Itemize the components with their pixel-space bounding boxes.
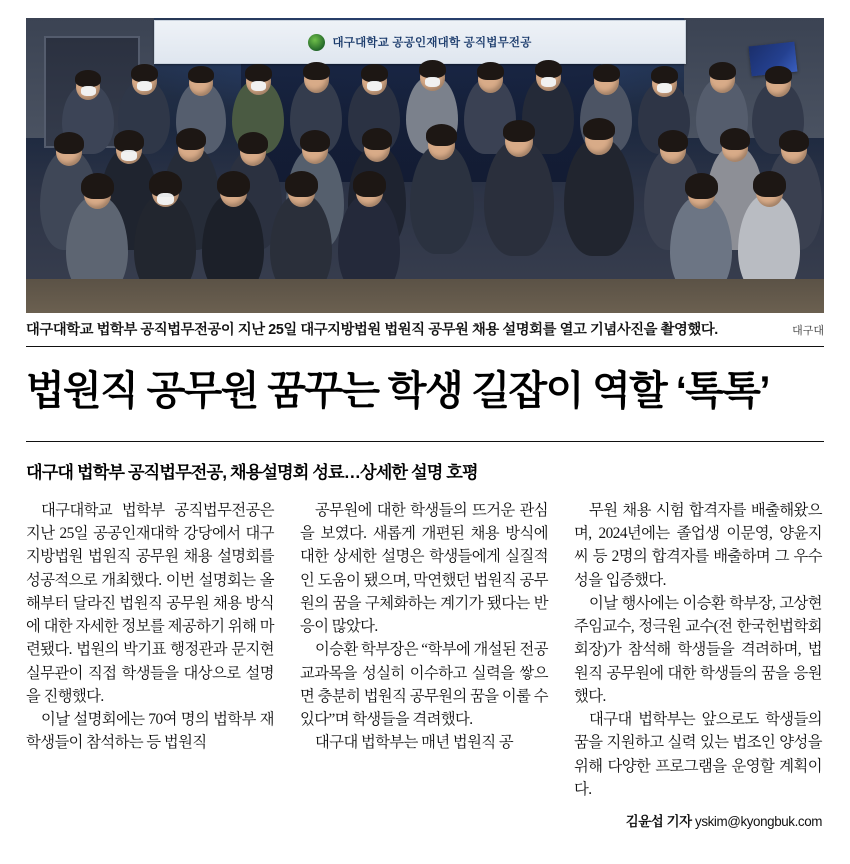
person-hair (419, 60, 446, 78)
byline-reporter: 김윤섭 기자 (625, 814, 692, 829)
person-hair (720, 128, 750, 150)
photo-floor (26, 279, 824, 313)
photo-crowd (26, 18, 824, 313)
person-mask (121, 150, 137, 161)
person-hair (300, 130, 330, 152)
person-hair (535, 60, 562, 78)
person-hair (685, 173, 718, 199)
photo-background (26, 18, 824, 313)
article-headline: 법원직 공무원 꿈꾸는 학생 길잡이 역할 ‘톡톡’ (26, 369, 769, 414)
person-hair (593, 64, 620, 82)
person-hair (353, 171, 386, 197)
paragraph: 공무원에 대한 학생들의 뜨거운 관심을 보였다. 새롭게 개편된 채용 방식에 대한 상세한 설명은 학생들에게 실질적인 도움이 됐으며, 막연했던 법원직 공무원의 꿈을 구체화하는 계기가 됐다는 반응이 많았다. (300, 501, 548, 635)
person-mask (425, 77, 440, 87)
person-hair (753, 171, 786, 197)
person-hair (54, 132, 84, 154)
person-mask (137, 81, 152, 91)
person-hair (217, 171, 250, 197)
paragraph: 대구대학교 법학부 공직법무전공은 지난 25일 공공인재대학 강당에서 대구지방법원 법원직 공무원 채용 설명회를 성공적으로 개최했다. 이번 설명회는 올해부터 달라진 법원직 공무원 채용 방식에 대한 자세한 정보를 제공하기 위해 마련됐다. 법원의 박기표 행정관과 문지현 실무관이 직접 학생들을 대상으로 설명을 진행했다. (26, 501, 274, 705)
paragraph: 이날 설명회에는 70여 명의 법학부 재학생들이 참석하는 등 법원직 (26, 711, 274, 752)
person-mask (541, 77, 556, 87)
paragraph: 무원 채용 시험 합격자를 배출해왔으며, 2024년에는 졸업생 이문영, 양윤지 씨 등 2명의 합격자를 배출하며 그 우수성을 입증했다. (574, 501, 822, 589)
person-hair (658, 130, 688, 152)
person-hair (81, 173, 114, 199)
person-mask (157, 193, 174, 205)
byline-email: yskim@kyongbuk.com (695, 814, 822, 829)
article-byline (574, 811, 822, 830)
paragraph: 대구대 법학부는 앞으로도 학생들의 꿈을 지원하고 실력 있는 법조인 양성을 위해 다양한 프로그램을 운영할 계획이다. (574, 711, 822, 798)
photo-caption-row (26, 322, 824, 347)
paragraph: 이날 행사에는 이승환 학부장, 고상현 주임교수, 정극원 교수(전 한국헌법학회 회장)가 참석해 학생들을 격려하며, 법원직 공무원에 대한 학생들의 꿈을 응원했다. (574, 594, 822, 705)
person-hair (303, 62, 330, 80)
person-hair (285, 171, 318, 197)
person-hair (583, 118, 615, 140)
paragraph: 대구대 법학부는 매년 법원직 공 (315, 734, 514, 752)
article-body (26, 499, 824, 830)
person-mask (367, 81, 382, 91)
person-hair (477, 62, 504, 80)
person-hair (503, 120, 535, 142)
person-hair (245, 64, 272, 82)
person-hair (362, 128, 392, 150)
photo-caption: 대구대학교 법학부 공직법무전공이 지난 25일 대구지방법원 법원직 공무원 채용 설명회를 열고 기념사진을 촬영했다. (26, 322, 718, 338)
person-official (484, 140, 554, 256)
person-hair (361, 64, 388, 82)
photo-banner-text: 대구대학교 공공인재대학 공직법무전공 (332, 37, 532, 49)
person-mask (251, 81, 266, 91)
body-column-1 (26, 499, 274, 830)
person-hair (426, 124, 457, 146)
person-hair (765, 66, 792, 84)
person-official (410, 144, 474, 254)
photo-credit: 대구대 (792, 325, 824, 338)
person-mask (657, 83, 672, 93)
person-hair (75, 70, 101, 87)
article-photo (26, 18, 824, 313)
person-hair (188, 66, 214, 83)
person-hair (651, 66, 678, 84)
headline-divider (26, 441, 824, 442)
body-column-3 (574, 499, 822, 830)
body-column-2 (300, 499, 548, 830)
person-mask (81, 86, 96, 96)
person-official (564, 138, 634, 256)
person-hair (779, 130, 809, 152)
person-hair (114, 130, 144, 152)
person-hair (131, 64, 158, 82)
person-hair (238, 132, 268, 154)
person-hair (176, 128, 206, 150)
article-subhead: 대구대 법학부 공직법무전공, 채용설명회 성료…상세한 설명 호평 (26, 461, 478, 482)
person-hair (709, 62, 736, 80)
paragraph: 이승환 학부장은 “학부에 개설된 전공 교과목을 성실히 이수하고 실력을 쌓으면 충분히 법원직 공무원의 꿈을 이룰 수 있다”며 학생들을 격려했다. (300, 641, 548, 728)
